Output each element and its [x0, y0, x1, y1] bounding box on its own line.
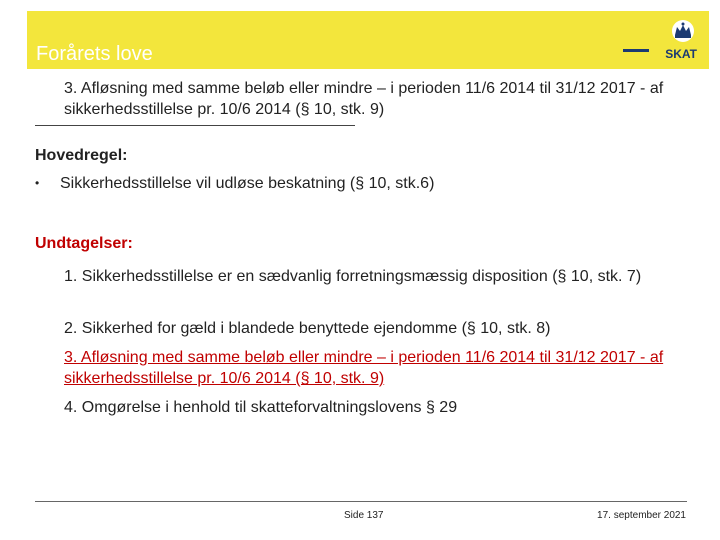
subtitle: 3. Afløsning med samme beløb eller mindre – i perioden 11/6 2014 til 31/12 2017 - af sikkerhedsstillelse pr. 10/6 2014 (§ 10, stk. 9) [64, 80, 664, 118]
footer-date: 17. september 2021 [597, 510, 686, 521]
exception-item-4: 4. Omgørelse i henhold til skatteforvaltningslovens § 29 [64, 399, 458, 416]
exception-item-2: 2. Sikkerhed for gæld i blandede benyttede ejendomme (§ 10, stk. 8) [64, 320, 551, 337]
bullet-marker: • [35, 176, 40, 190]
crown-icon [672, 20, 694, 42]
logo-text: SKAT [665, 47, 697, 61]
footer-divider [35, 501, 687, 502]
exceptions-heading: Undtagelser: [35, 235, 133, 252]
exception-item-1: 1. Sikkerhedsstillelse er en sædvanlig forretningsmæssig disposition (§ 10, stk. 7) [64, 268, 642, 285]
divider [35, 125, 355, 126]
exception-item-3: 3. Afløsning med samme beløb eller mindre – i perioden 11/6 2014 til 31/12 2017 - af sikkerhedsstillelse pr. 10/6 2014 (§ 10, stk. 9) [64, 349, 664, 387]
main-rule-heading: Hovedregel: [35, 147, 128, 164]
page-number: Side 137 [344, 510, 384, 521]
header-bar [27, 11, 709, 69]
slide-title: Forårets love [36, 43, 153, 65]
skat-logo [623, 17, 701, 67]
main-rule-text: Sikkerhedsstillelse vil udløse beskatning (§ 10, stk.6) [60, 175, 435, 192]
